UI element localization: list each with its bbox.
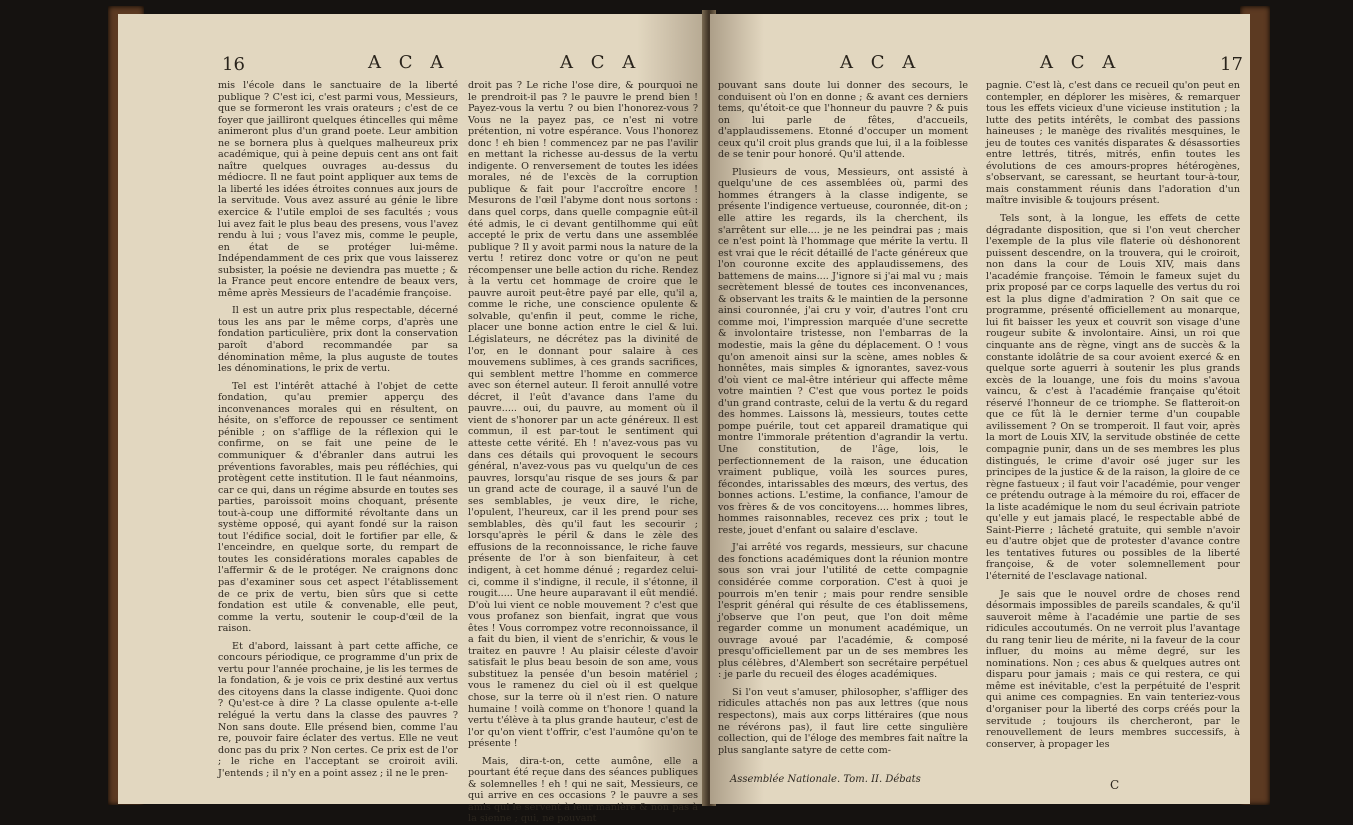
paragraph: Tel est l'intérêt attaché à l'objet de cette fondation, qu'au premier apperçu des inconvenances morales qui en résultent, on hésite, on s'efforce de repousser ce sentiment pénible ; on s'afflige de la réflexion qui le confirme, on se fait une peine de le communiquer & d'ébranler dans autrui les préventions favorables, mais peu réfléchies, qui protègent cette institution. Il le faut néanmoins, car ce qui, dans un régime absurde en toutes ses parties, paroissoit moins choquant, présente tout-à-coup une difformité révoltante dans un système opposé, qui ayant fondé sur la raison tout l'édifice social, doit le fortifier par elle, & l'enceindre, en quelque sorte, du rempart de toutes les considérations morales capables de l'affermir & de le protéger. Ne craignons donc pas d'examiner sous cet aspect l'établissement de ce prix de vertu, bien sûrs que si cette fondation est utile & convenable, elle peut, comme la vertu, soutenir le coup-d'œil de la raison. [218,380,458,635]
paragraph: pagnie. C'est là, c'est dans ce recueil qu'on peut en contempler, en déplorer les misères, & remarquer tous les effets vicieux d'une vicieuse institution ; la lutte des petits intérêts, le combat des passions haineuses ; le manège des rivalités mesquines, le jeu de toutes ces vanités disparates & désassorties entre lettrés, titrés, mitrés, enfin toutes les évolutions de ces amours-propres hétérogènes, s'observant, se caressant, se heurtant tour-à-tour, mais constamment réunis dans l'adoration d'un maître invisible & toujours présent. [986,80,1240,207]
right-running-head: A C A [840,52,922,73]
right-page-column-1 [718,80,968,756]
right-page-column-2 [986,80,1240,774]
left-page-column-1 [218,80,458,798]
paragraph: Tels sont, à la longue, les effets de cette dégradante disposition, que si l'on veut chercher l'exemple de la plus vile flaterie où déshonorent puissent descendre, on la trouvera, qui le croiroit, non dans la cour de Louis XIV, mais dans l'académie françoise. Témoin le fameux sujet du prix proposé par ce corps laquelle des vertus du roi est la plus digne d'admiration ? On sait que ce programme, présenté officiellement au monarque, lui fit baisser les yeux et couvrit son visage d'une rougeur subite & involontaire. Ainsi, un roi que cinquante ans de règne, vingt ans de succès & la constante idolâtrie de sa cour avoient exercé & en quelque sorte aguerri à soutenir les plus grands excès de la louange, une fois du moins s'avoua vaincu, & c'est à l'académie française qu'étoit réservé l'honneur de ce triomphe. Se flatteroit-on que ce fût là le dernier terme d'un coupable avilissement ? On se tromperoit. Il faut voir, après la mort de Louis XIV, la servitude obstinée de cette compagnie punir, dans un de ses membres les plus distingués, le crime d'avoir osé juger sur les principes de la justice & de la raison, la gloire de ce règne fastueux ; il faut voir l'académie, pour venger ce prétendu outrage à la mémoire du roi, effacer de la liste académique le nom du seul écrivain patriote qu'elle y eut jamais placé, le respectable abbé de Saint-Pierre ; lâcheté gratuite, qui semble n'avoir eu d'autre objet que de protester d'avance contre les tentatives futures ou possibles de la liberté françoise, & de voter solemnellement pour l'éternité de l'esclavage national. [986,213,1240,582]
paragraph: Mais, dira-t-on, cette aumône, elle a pourtant été reçue dans des séances publiques & solemnelles ! eh ! qui ne sait, Messieurs, ce qui arrive en ces occasions ? le pauvre a ses amis qui le servent à leur manière & non pas à la sienne ; qui, ne pouvant [468,755,698,825]
signature-mark: C [1110,778,1120,792]
paragraph: pouvant sans doute lui donner des secours, le conduisent où l'on en donne ; & avant ces derniers tems, qu'étoit-ce que l'honneur du pauvre ? & puis on lui parle de fêtes, d'accueils, d'applaudissemens. Etonné d'occuper un moment ceux qu'il croit plus grands que lui, il a la foiblesse de se tenir pour honoré. Qu'il attende. [718,80,968,161]
right-running-head-col2: A C A [1040,52,1122,73]
right-page-number: 17 [1220,54,1243,75]
paragraph: mis l'école dans le sanctuaire de la liberté publique ? C'est ici, c'est parmi vous, Messieurs, que se formeront les vrais orateurs ; c'est de ce foyer que jailliront quelques étincelles qui même animeront plus d'un grand poete. Leur ambition ne se bornera plus à quelques malheureux prix académique, qui à peine depuis cent ans ont fait naître quelques ouvrages au-dessus du médiocre. Il ne faut point appliquer aux tems de la liberté les idées étroites connues aux jours de la servitude. Vous avez assuré au génie le libre exercice & l'utile emploi de ses facultés ; vous lui avez fait le plus beau des presens, vous l'avez rendu à lui ; vous l'avez mis, comme le peuple, en état de se protéger lui-même. Indépendamment de ces prix que vous laisserez subsister, la poésie ne deviendra pas muette ; & la France peut encore entendre de beaux vers, même après Messieurs de l'académie françoise. [218,80,458,299]
left-running-head-col2: A C A [560,52,642,73]
paragraph: Il est un autre prix plus respectable, décerné tous les ans par le même corps, d'après une fondation particulière, prix dont la conservation paroît d'abord recommandée par sa dénomination même, la plus auguste de toutes les dénominations, le prix de vertu. [218,305,458,375]
left-page-number: 16 [222,54,245,75]
paragraph: Si l'on veut s'amuser, philosopher, s'affliger des ridicules attachés non pas aux lettres (que nous respectons), mais aux corps littéraires (que nous ne révérons pas), il faut lire cette singulière collection, qui de l'éloge des membres fait naître la plus sanglante satyre de cette com- [718,686,968,756]
left-page-column-2 [468,80,698,825]
left-page [118,14,708,825]
paragraph: droit pas ? Le riche l'ose dire, & pourquoi ne le prendroit-il pas ? le pauvre le prend bien ! Payez-vous la vertu ? ou bien l'honorez-vous ? Vous ne la payez pas, ce n'est ni votre prétention, ni votre espérance. Vous l'honorez donc ! eh bien ! commencez par ne pas l'avilir en mettant la richesse au-dessus de la vertu indigente. O renversement de toutes les idées morales, né de l'excès de la corruption publique & fait pour l'accroître encore ! Mesurons de l'œil l'abyme dont nous sortons : dans quel corps, dans quelle compagnie eût-il été admis, le ci devant gentilhomme qui eût accepté le prix de vertu dans une assemblée publique ? Il y avoit parmi nous la nature de la vertu ! retirez donc votre or qu'on ne peut récompenser une belle action du riche. Rendez à la vertu cet hommage de croire que le pauvre auroit peut-être payé par elle, qu'il a, comme le riche, une conscience opulente & solvable, qu'enfin il peut, comme le riche, placer une bonne action entre le ciel & lui. Législateurs, ne décrétez pas la divinité de l'or, en le donnant pour salaire à ces mouvemens sublimes, à ces grands sacrifices, qui semblent mettre l'homme en commerce avec son éternel auteur. Il feroit annullé votre décret, il l'eût d'avance dans l'ame du pauvre..... oui, du pauvre, au moment où il vient de s'honorer par un acte généreux. Il est commun, il est par-tout le sentiment qui atteste cette vérité. Eh ! n'avez-vous pas vu dans ces détails qui provoquent le secours général, n'avez-vous pas vu quelqu'un de ces pauvres, lorsqu'au risque de ses jours & par un grand acte de courage, il a sauvé l'un de ses semblables, je veux dire, le riche, l'opulent, l'heureux, car il les prend pour ses semblables, dès qu'il faut les secourir ; lorsqu'après le péril & dans le zèle des effusions de la reconnoissance, le riche fauve présente de l'or à son bienfaiteur, à cet indigent, à cet homme dénué ; regardez celui-ci, comme il s'indigne, il recule, il s'étonne, il rougit..... Une heure auparavant il eût mendié. D'où lui vient ce noble mouvement ? c'est que vous profanez son bienfait, ingrat que vous êtes ! Vous corrompez votre reconnoissance, il a fait du bien, il vient de s'enrichir, & vous le traitez en pauvre ! Au plaisir céleste d'avoir satisfait le plus beau besoin de son ame, vous substituez la pensée d'un besoin matériel ; vous le ramenez du ciel où il est quelque chose, sur la terre où il n'est rien. O nature humaine ! voilà comme on t'honore ! quand la vertu t'élève à ta plus grande hauteur, c'est de l'or qu'on vient t'offrir, c'est l'aumône qu'on te présente ! [468,80,698,750]
paragraph: Je sais que le nouvel ordre de choses rend désormais impossibles de pareils scandales, & qu'il sauveroit même à l'académie une partie de ses ridicules accoutumés. On ne verroit plus l'avantage du rang tenir lieu de mérite, ni la faveur de la cour influer, du moins au même degré, sur les nominations. Non ; ces abus & quelques autres ont disparu pour jamais ; mais ce qui restera, ce qui même est inévitable, c'est la perpétuité de l'esprit qui anime ces compagnies. En vain tenteriez-vous d'organiser pour la liberté des corps créés pour la servitude ; toujours ils chercheront, par le renouvellement de leurs membres successifs, à conserver, à propager les [986,588,1240,750]
signature-note: Assemblée Nationale. Tom. II. Débats [730,774,921,785]
right-page [710,14,1250,804]
paragraph: Et d'abord, laissant à part cette affiche, ce concours périodique, ce programme d'un prix de vertu pour l'année prochaine, je lis les termes de la fondation, & je vois ce prix destiné aux vertus des citoyens dans la classe indigente. Quoi donc ? Qu'est-ce à dire ? La classe opulente a-t-elle relégué la vertu dans la classe des pauvres ? Non sans doute. Elle présend bien, comme l'au re, pouvoir faire éclater des vertus. Elle ne veut donc pas du prix ? Non certes. Ce prix est de l'or ; le riche en l'acceptant se croiroit avili. J'entends ; il n'y en a point assez ; il ne le pren- [218,640,458,779]
paragraph: Plusieurs de vous, Messieurs, ont assisté à quelqu'une de ces assemblées où, parmi des hommes étrangers à la classe indigente, se présente l'indigence vertueuse, couronnée, dit-on ; elle attire les regards, ils la cherchent, ils s'arrêtent sur elle.... je ne les peindrai pas ; mais ce n'est point là l'hommage que mérite la vertu. Il est vrai que le récit détaillé de l'acte généreux que l'on couronne excite des applaudissemens, des battemens de mains.... J'ignore si j'ai mal vu ; mais secrètement blessé de toutes ces inconvenances, & observant les traits & le maintien de la personne ainsi couronnée, j'ai cru y voir, d'autres l'ont cru comme moi, l'impression marquée d'une secrette & involontaire tristesse, non l'embarras de la modestie, mais la gêne du déplacement. O ! vous qu'on amenoit ainsi sur la scène, ames nobles & honnêtes, mais simples & ignorantes, savez-vous d'où vient ce mal-être intérieur qui affecte même votre maintien ? C'est que vous portez le poids d'un grand contraste, celui de la vertu & du regard des hommes. Laissons là, messieurs, toutes cette pompe puérile, tout cet appareil dramatique qui montre l'immorale prétention d'agrandir la vertu. Une constitution, de l'âge, lois, le perfectionnement de la raison, une éducation vraiment publique, voilà les sources pures, fécondes, intarissables des mœurs, des vertus, des bonnes actions. L'estime, la confiance, l'amour de vos frères & de vos concitoyens.... hommes libres, hommes raisonnables, recevez ces prix ; tout le reste, jouet d'enfant ou salaire d'esclave. [718,166,968,536]
left-running-head: A C A [368,52,450,73]
paragraph: J'ai arrêté vos regards, messieurs, sur chacune des fonctions académiques dont la réunion montre sous son vrai jour l'utilité de cette compagnie considérée comme corporation. C'est à quoi je pourrois m'en tenir ; mais pour rendre sensible l'esprit général qui résulte de ces établissemens, j'observe que l'on peut, que l'on doit même regarder comme un monument académique, un ouvrage avoué par l'académie, & composé presqu'officiellement par un de ses membres les plus célèbres, d'Alembert son secrétaire perpétuel : je parle du recueil des éloges académiques. [718,542,968,681]
